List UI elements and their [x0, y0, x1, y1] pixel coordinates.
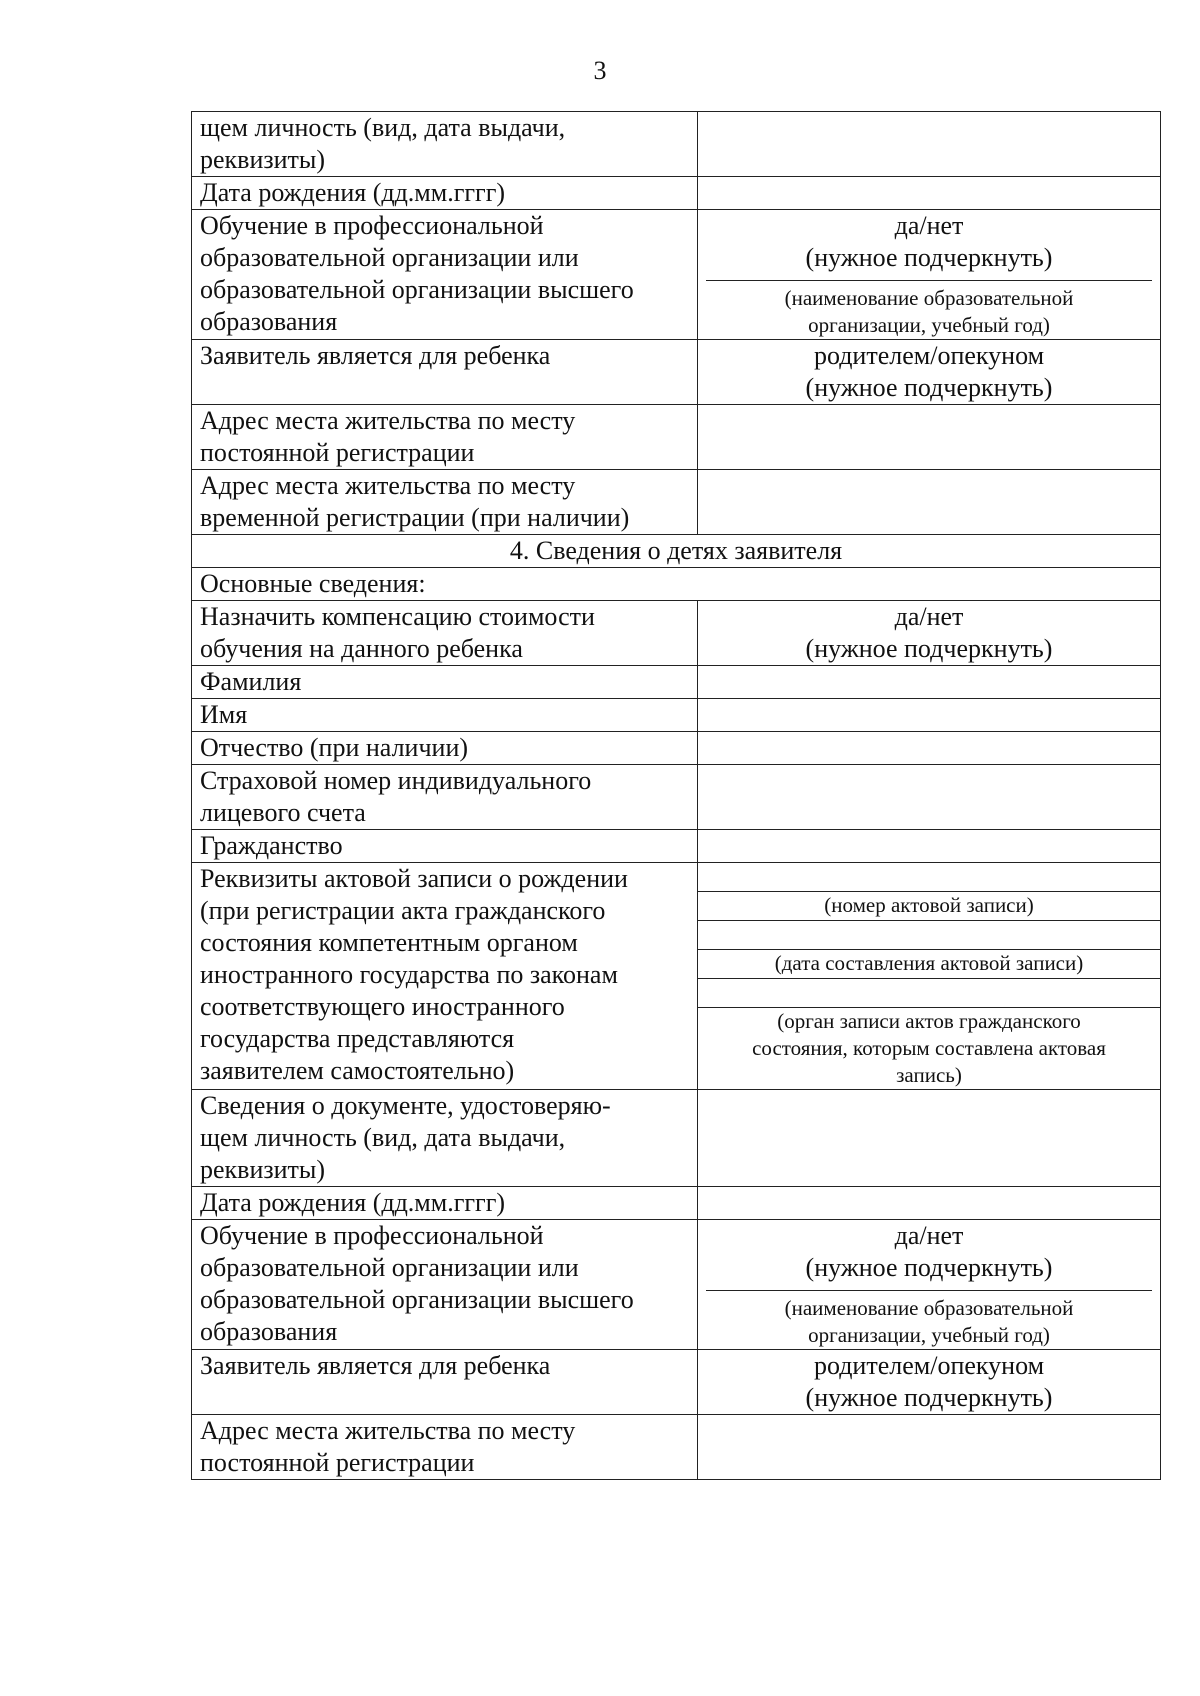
field-label-applicant-role: Заявитель является для ребенка [192, 340, 698, 405]
table-row [192, 666, 1161, 699]
table-row [192, 112, 1161, 177]
page-number: 3 [593, 56, 607, 85]
table-row [192, 177, 1161, 210]
field-value-birth-record [698, 863, 1161, 1090]
field-label-permanent-address: Адрес места жительства по месту постоянной регистрации [192, 405, 698, 470]
table-row [192, 405, 1161, 470]
underline-hint: (нужное подчеркнуть) [805, 373, 1053, 402]
field-label-child-permanent-address: Адрес места жительства по месту постоянной регистрации [192, 1415, 698, 1480]
field-label-first-name: Имя [192, 699, 698, 732]
field-label-snils: Страховой номер индивидуального лицевого счета [192, 765, 698, 830]
table-row [192, 1187, 1161, 1220]
table-row [192, 568, 1161, 601]
basic-info-heading: Основные сведения: [192, 568, 1161, 601]
field-value-child-education[interactable] [698, 1220, 1161, 1350]
table-row [192, 699, 1161, 732]
fill-line [706, 1290, 1152, 1291]
record-number-input[interactable] [698, 863, 1160, 891]
yes-no-option[interactable]: да/нет [894, 1221, 964, 1250]
record-date-input[interactable] [698, 920, 1160, 949]
table-row [192, 863, 1161, 1090]
field-label-identity-doc: щем личность (вид, дата выдачи, реквизиты) [192, 112, 698, 177]
field-label-education: Обучение в профессиональной образовательной организации или образовательной организации высшего образования [192, 210, 698, 340]
field-value-permanent-address[interactable] [698, 405, 1161, 470]
fill-line [706, 280, 1152, 281]
field-label-child-education: Обучение в профессиональной образовательной организации или образовательной организации высшего образования [192, 1220, 698, 1350]
field-value-applicant-role[interactable] [698, 340, 1161, 405]
underline-hint: (нужное подчеркнуть) [805, 243, 1053, 272]
table-row [192, 210, 1161, 340]
field-label-child-identity-doc: Сведения о документе, удостоверяю- щем личность (вид, дата выдачи, реквизиты) [192, 1090, 698, 1187]
form-table [191, 111, 1161, 1480]
underline-hint: (нужное подчеркнуть) [805, 634, 1053, 663]
field-label-child-birth-date: Дата рождения (дд.мм.гггг) [192, 1187, 698, 1220]
caption: (орган записи актов гражданского состояния, которым составлена актовая запись) [698, 1007, 1160, 1089]
field-value-first-name[interactable] [698, 699, 1161, 732]
field-label-birth-date: Дата рождения (дд.мм.гггг) [192, 177, 698, 210]
field-label-surname: Фамилия [192, 666, 698, 699]
table-row [192, 601, 1161, 666]
field-label-compensation: Назначить компенсацию стоимости обучения на данного ребенка [192, 601, 698, 666]
role-option[interactable]: родителем/опекуном [813, 1351, 1045, 1380]
record-authority-input[interactable] [698, 978, 1160, 1007]
field-value-identity-doc[interactable] [698, 112, 1161, 177]
field-label-patronymic: Отчество (при наличии) [192, 732, 698, 765]
field-value-citizenship[interactable] [698, 830, 1161, 863]
yes-no-option[interactable]: да/нет [894, 211, 964, 240]
caption: (номер актовой записи) [698, 891, 1160, 920]
caption: (наименование образовательной [784, 1296, 1074, 1320]
field-value-child-birth-date[interactable] [698, 1187, 1161, 1220]
field-value-child-permanent-address[interactable] [698, 1415, 1161, 1480]
field-label-citizenship: Гражданство [192, 830, 698, 863]
field-label-temporary-address: Адрес места жительства по месту временной регистрации (при наличии) [192, 470, 698, 535]
table-row [192, 535, 1161, 568]
table-row [192, 732, 1161, 765]
field-value-surname[interactable] [698, 666, 1161, 699]
caption: (дата составления актовой записи) [698, 949, 1160, 978]
table-row [192, 830, 1161, 863]
field-value-snils[interactable] [698, 765, 1161, 830]
caption: организации, учебный год) [808, 1323, 1050, 1347]
caption: (наименование образовательной [784, 286, 1074, 310]
field-value-education[interactable] [698, 210, 1161, 340]
underline-hint: (нужное подчеркнуть) [805, 1253, 1053, 1282]
table-row [192, 340, 1161, 405]
field-value-child-identity-doc[interactable] [698, 1090, 1161, 1187]
table-row [192, 1220, 1161, 1350]
table-row [192, 470, 1161, 535]
table-row [192, 1090, 1161, 1187]
underline-hint: (нужное подчеркнуть) [805, 1383, 1053, 1412]
field-value-patronymic[interactable] [698, 732, 1161, 765]
field-value-birth-date[interactable] [698, 177, 1161, 210]
field-label-birth-record: Реквизиты актовой записи о рождении (при регистрации акта гражданского состояния компетентным органом иностранного государства по законам соответствующего иностранного государства представляются заявителем самостоятельно) [192, 863, 698, 1090]
section-title: 4. Сведения о детях заявителя [192, 535, 1161, 568]
field-label-child-applicant-role: Заявитель является для ребенка [192, 1350, 698, 1415]
table-row [192, 1415, 1161, 1480]
caption: организации, учебный год) [808, 313, 1050, 337]
field-value-compensation[interactable] [698, 601, 1161, 666]
field-value-child-applicant-role[interactable] [698, 1350, 1161, 1415]
table-row [192, 765, 1161, 830]
yes-no-option[interactable]: да/нет [894, 602, 964, 631]
table-row [192, 1350, 1161, 1415]
field-value-temporary-address[interactable] [698, 470, 1161, 535]
role-option[interactable]: родителем/опекуном [813, 341, 1045, 370]
